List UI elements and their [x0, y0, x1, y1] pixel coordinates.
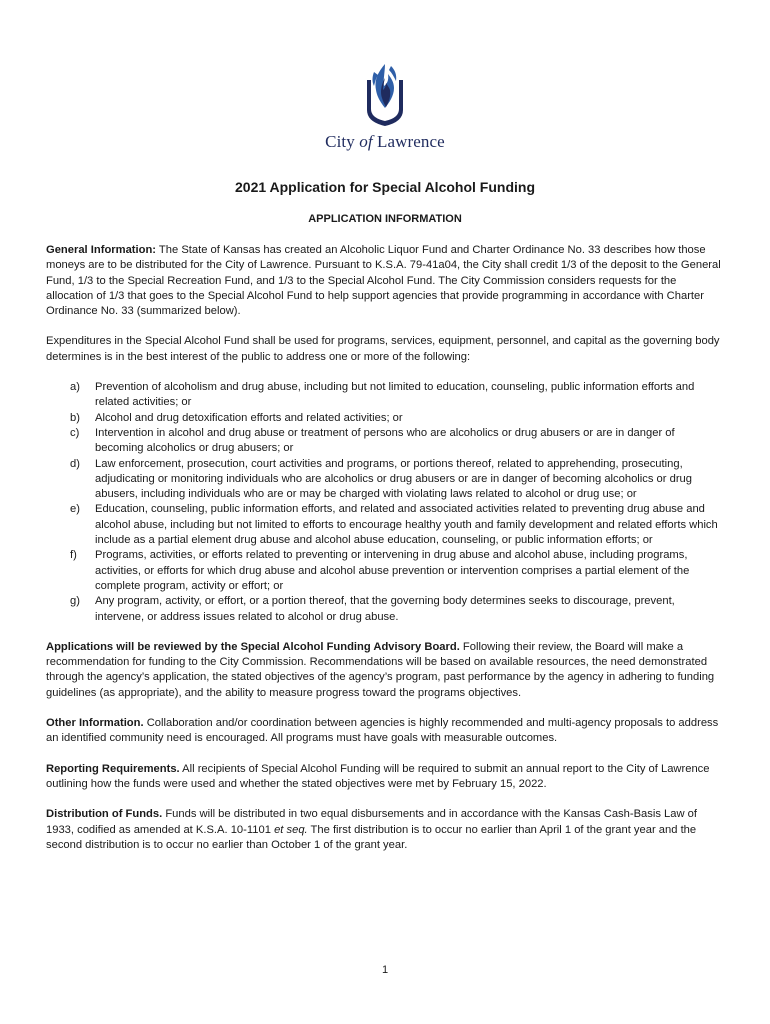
general-information-paragraph	[46, 243, 726, 319]
list-item-text: Any program, activity, or effort, or a portion thereof, that the governing body determines seeks to discourage, prevent, intervene, or address issues related to alcohol or drug abuse.	[95, 595, 675, 623]
document-body	[46, 243, 726, 868]
list-marker: f)	[70, 549, 77, 562]
review-label: Applications will be reviewed by the Special Alcohol Funding Advisory Board.	[46, 640, 460, 653]
list-item	[46, 411, 726, 426]
list-item	[46, 548, 726, 594]
list-marker: d)	[70, 457, 80, 470]
list-marker: e)	[70, 503, 80, 516]
list-marker: c)	[70, 426, 80, 439]
reporting-requirements-label: Reporting Requirements.	[46, 762, 180, 775]
document-title: 2021 Application for Special Alcohol Funding	[235, 179, 535, 195]
list-item-text: Law enforcement, prosecution, court activities and programs, or portions thereof, related to apprehending, prosecuting, adjudicating or monitoring individuals who are alcoholics or drug abusers or are in danger of becoming alcoholics or drug abusers, including individuals who are or may be charged with violating laws related to alcohol or drug use; or	[95, 457, 693, 501]
list-item	[46, 426, 726, 457]
list-marker: b)	[70, 411, 80, 424]
city-prefix: City	[325, 132, 355, 151]
general-information-text: The State of Kansas has created an Alcoholic Liquor Fund and Charter Ordinance No. 33 describes how those moneys are to be distributed for the City of Lawrence. Pursuant to K.S.A. 79-41a04, the City shall credit 1/3 of the deposit to the General Fund, 1/3 to the Special Recreation Fund, and 1/3 to the Special Alcohol Fund. The City Commission considers requests for the allocation of 1/3 that goes to the Special Alcohol Fund to help support agencies that provide programming in accordance with Charter Ordinance No. 33 (summarized below).	[46, 244, 721, 318]
city-logo	[0, 60, 770, 152]
review-text: Following their review, the Board will make a recommendation for funding to the City Commission. Recommendations will be based on available resources, the need demonstrated through the agency’s application, the stated objectives of the agency’s program, past performance by the agency in adhering to funding guidelines (as appropriate), and the ability to measure progress toward the programs objectives.	[46, 640, 715, 699]
list-item	[46, 457, 726, 503]
section-heading: APPLICATION INFORMATION	[308, 213, 462, 225]
city-name	[0, 132, 770, 152]
list-item-text: Programs, activities, or efforts related to preventing or intervening in drug abuse and alcohol abuse, including programs, activities, or efforts for which drug abuse and alcohol abuse prevention or intervention comprises a partial element of the complete program, activity or effort; or	[95, 549, 690, 592]
city-name-lawrence: Lawrence	[377, 132, 445, 151]
other-information-paragraph	[46, 716, 726, 747]
distribution-of-funds-label: Distribution of Funds.	[46, 808, 163, 821]
reporting-requirements-text: All recipients of Special Alcohol Funding will be required to submit an annual report to the City of Lawrence outlining how the funds were used and whether the stated objectives were met by February 15, 2022.	[46, 762, 710, 790]
list-marker: a)	[70, 381, 80, 394]
other-information-label: Other Information.	[46, 717, 144, 730]
list-item-text: Prevention of alcoholism and drug abuse, including but not limited to education, counseling, public information efforts and related activities; or	[95, 381, 695, 409]
list-item-text: Alcohol and drug detoxification efforts and related activities; or	[95, 411, 403, 424]
distribution-text-before: Funds will be distributed in two equal disbursements and in accordance with the Kansas Cash-Basis Law of 1933, codified as amended at K.S.A. 10-1101	[46, 808, 698, 836]
city-of: of	[359, 132, 373, 151]
eligible-uses-list	[46, 380, 726, 625]
list-item-text: Education, counseling, public information efforts, and related and associated activities related to preventing drug abuse and alcohol abuse, including but not limited to efforts to encourage healthy youth and family development and related efforts which include as a partial element drug abuse and alcohol abuse education, counseling, or public information efforts; or	[95, 503, 718, 547]
list-marker: g)	[70, 595, 80, 608]
general-information-label: General Information:	[46, 244, 157, 256]
list-item-text: Intervention in alcohol and drug abuse or treatment of persons who are alcoholics or drug abusers or are in danger of becoming alcoholics or drug abusers; or	[95, 426, 675, 455]
review-paragraph	[46, 640, 726, 701]
list-item	[46, 594, 726, 625]
distribution-text-after: The first distribution is to occur no earlier than April 1 of the grant year and the second distribution is to occur no earlier than October 1 of the grant year.	[46, 823, 697, 851]
list-item	[46, 502, 726, 548]
list-item	[46, 380, 726, 411]
flame-emblem-icon	[361, 60, 409, 128]
other-information-text: Collaboration and/or coordination between agencies is highly recommended and multi-agency proposals to address an identified community need is encouraged. All programs must have goals with measurable outcomes.	[46, 717, 719, 745]
distribution-of-funds-paragraph	[46, 807, 726, 853]
reporting-requirements-paragraph	[46, 762, 726, 793]
expenditures-paragraph: Expenditures in the Special Alcohol Fund shall be used for programs, services, equipment, personnel, and capital as the governing body determines is in the best interest of the public to address one or more of the following:	[46, 335, 720, 363]
et-seq-citation: et seq.	[274, 823, 308, 836]
page-number: 1	[381, 964, 389, 976]
